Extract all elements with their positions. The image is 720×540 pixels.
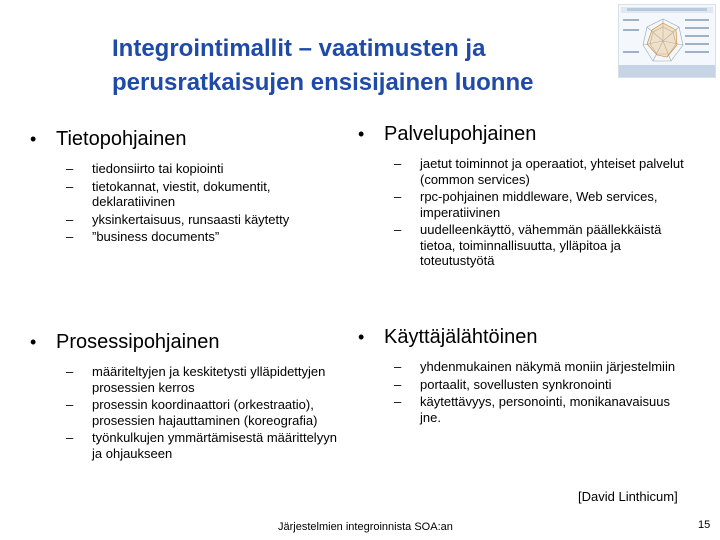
list-item: – yksinkertaisuus, runsaasti käytetty <box>66 211 290 227</box>
list-item: – työnkulkujen ymmärtämisestä määrittelyyn ja ohjaukseen <box>66 430 337 461</box>
section-heading <box>30 330 350 354</box>
radar-diagram-thumbnail-icon <box>618 4 716 78</box>
bullet-icon: • <box>30 332 37 352</box>
list-item: – käytettävyys, personointi, monikanavaisuus jne. <box>394 394 671 425</box>
section-heading <box>30 127 350 151</box>
list-item: – yhdenmukainen näkymä moniin järjestelmiin <box>394 359 676 374</box>
list-item: – ”business documents” <box>66 229 220 244</box>
footer-text: Järjestelmien integroinnista SOA:an <box>278 521 453 533</box>
bullet-icon: • <box>358 327 365 347</box>
slide-title <box>112 32 612 100</box>
bullet-icon: • <box>30 129 37 149</box>
list-item: – uudelleenkäyttö, vähemmän päällekkäistä tietoa, toiminnallisuutta, ylläpitoa ja toteutustyötä <box>394 222 662 268</box>
section-palvelupohjainen <box>358 122 688 271</box>
sub-list <box>358 156 688 269</box>
list-item: – tietokannat, viestit, dokumentit, deklaratiivinen <box>66 178 271 209</box>
list-item: – portaalit, sovellusten synkronointi <box>394 376 612 392</box>
title-line-1: Integrointimallit – vaatimusten ja <box>112 35 486 62</box>
list-item: – jaetut toiminnot ja operaatiot, yhteiset palvelut (common services) <box>394 156 684 187</box>
sub-list <box>30 364 350 461</box>
heading-text: Palvelupohjainen <box>384 123 537 145</box>
title-line-2: perusratkaisujen ensisijainen luonne <box>112 69 534 96</box>
section-prosessipohjainen <box>30 330 350 463</box>
page-number: 15 <box>698 519 711 531</box>
section-kayttajalahtoinen <box>358 325 688 427</box>
citation: [David Linthicum] <box>578 489 678 504</box>
list-item: – tiedonsiirto tai kopiointi <box>66 161 224 176</box>
list-item: – rpc-pohjainen middleware, Web services, imperatiivinen <box>394 189 658 220</box>
list-item: – prosessin koordinaattori (orkestraatio), prosessien hajauttaminen (koreografia) <box>66 397 318 428</box>
sub-list <box>30 161 350 245</box>
sub-list <box>358 359 688 425</box>
bullet-icon: • <box>358 124 365 144</box>
heading-text: Prosessipohjainen <box>56 331 220 353</box>
list-item: – määriteltyjen ja keskitetysti ylläpidettyjen prosessien kerros <box>66 364 326 395</box>
section-heading <box>358 325 688 349</box>
section-heading <box>358 122 688 146</box>
heading-text: Käyttäjälähtöinen <box>384 326 538 348</box>
heading-text: Tietopohjainen <box>56 128 187 150</box>
section-tietopohjainen <box>30 127 350 247</box>
